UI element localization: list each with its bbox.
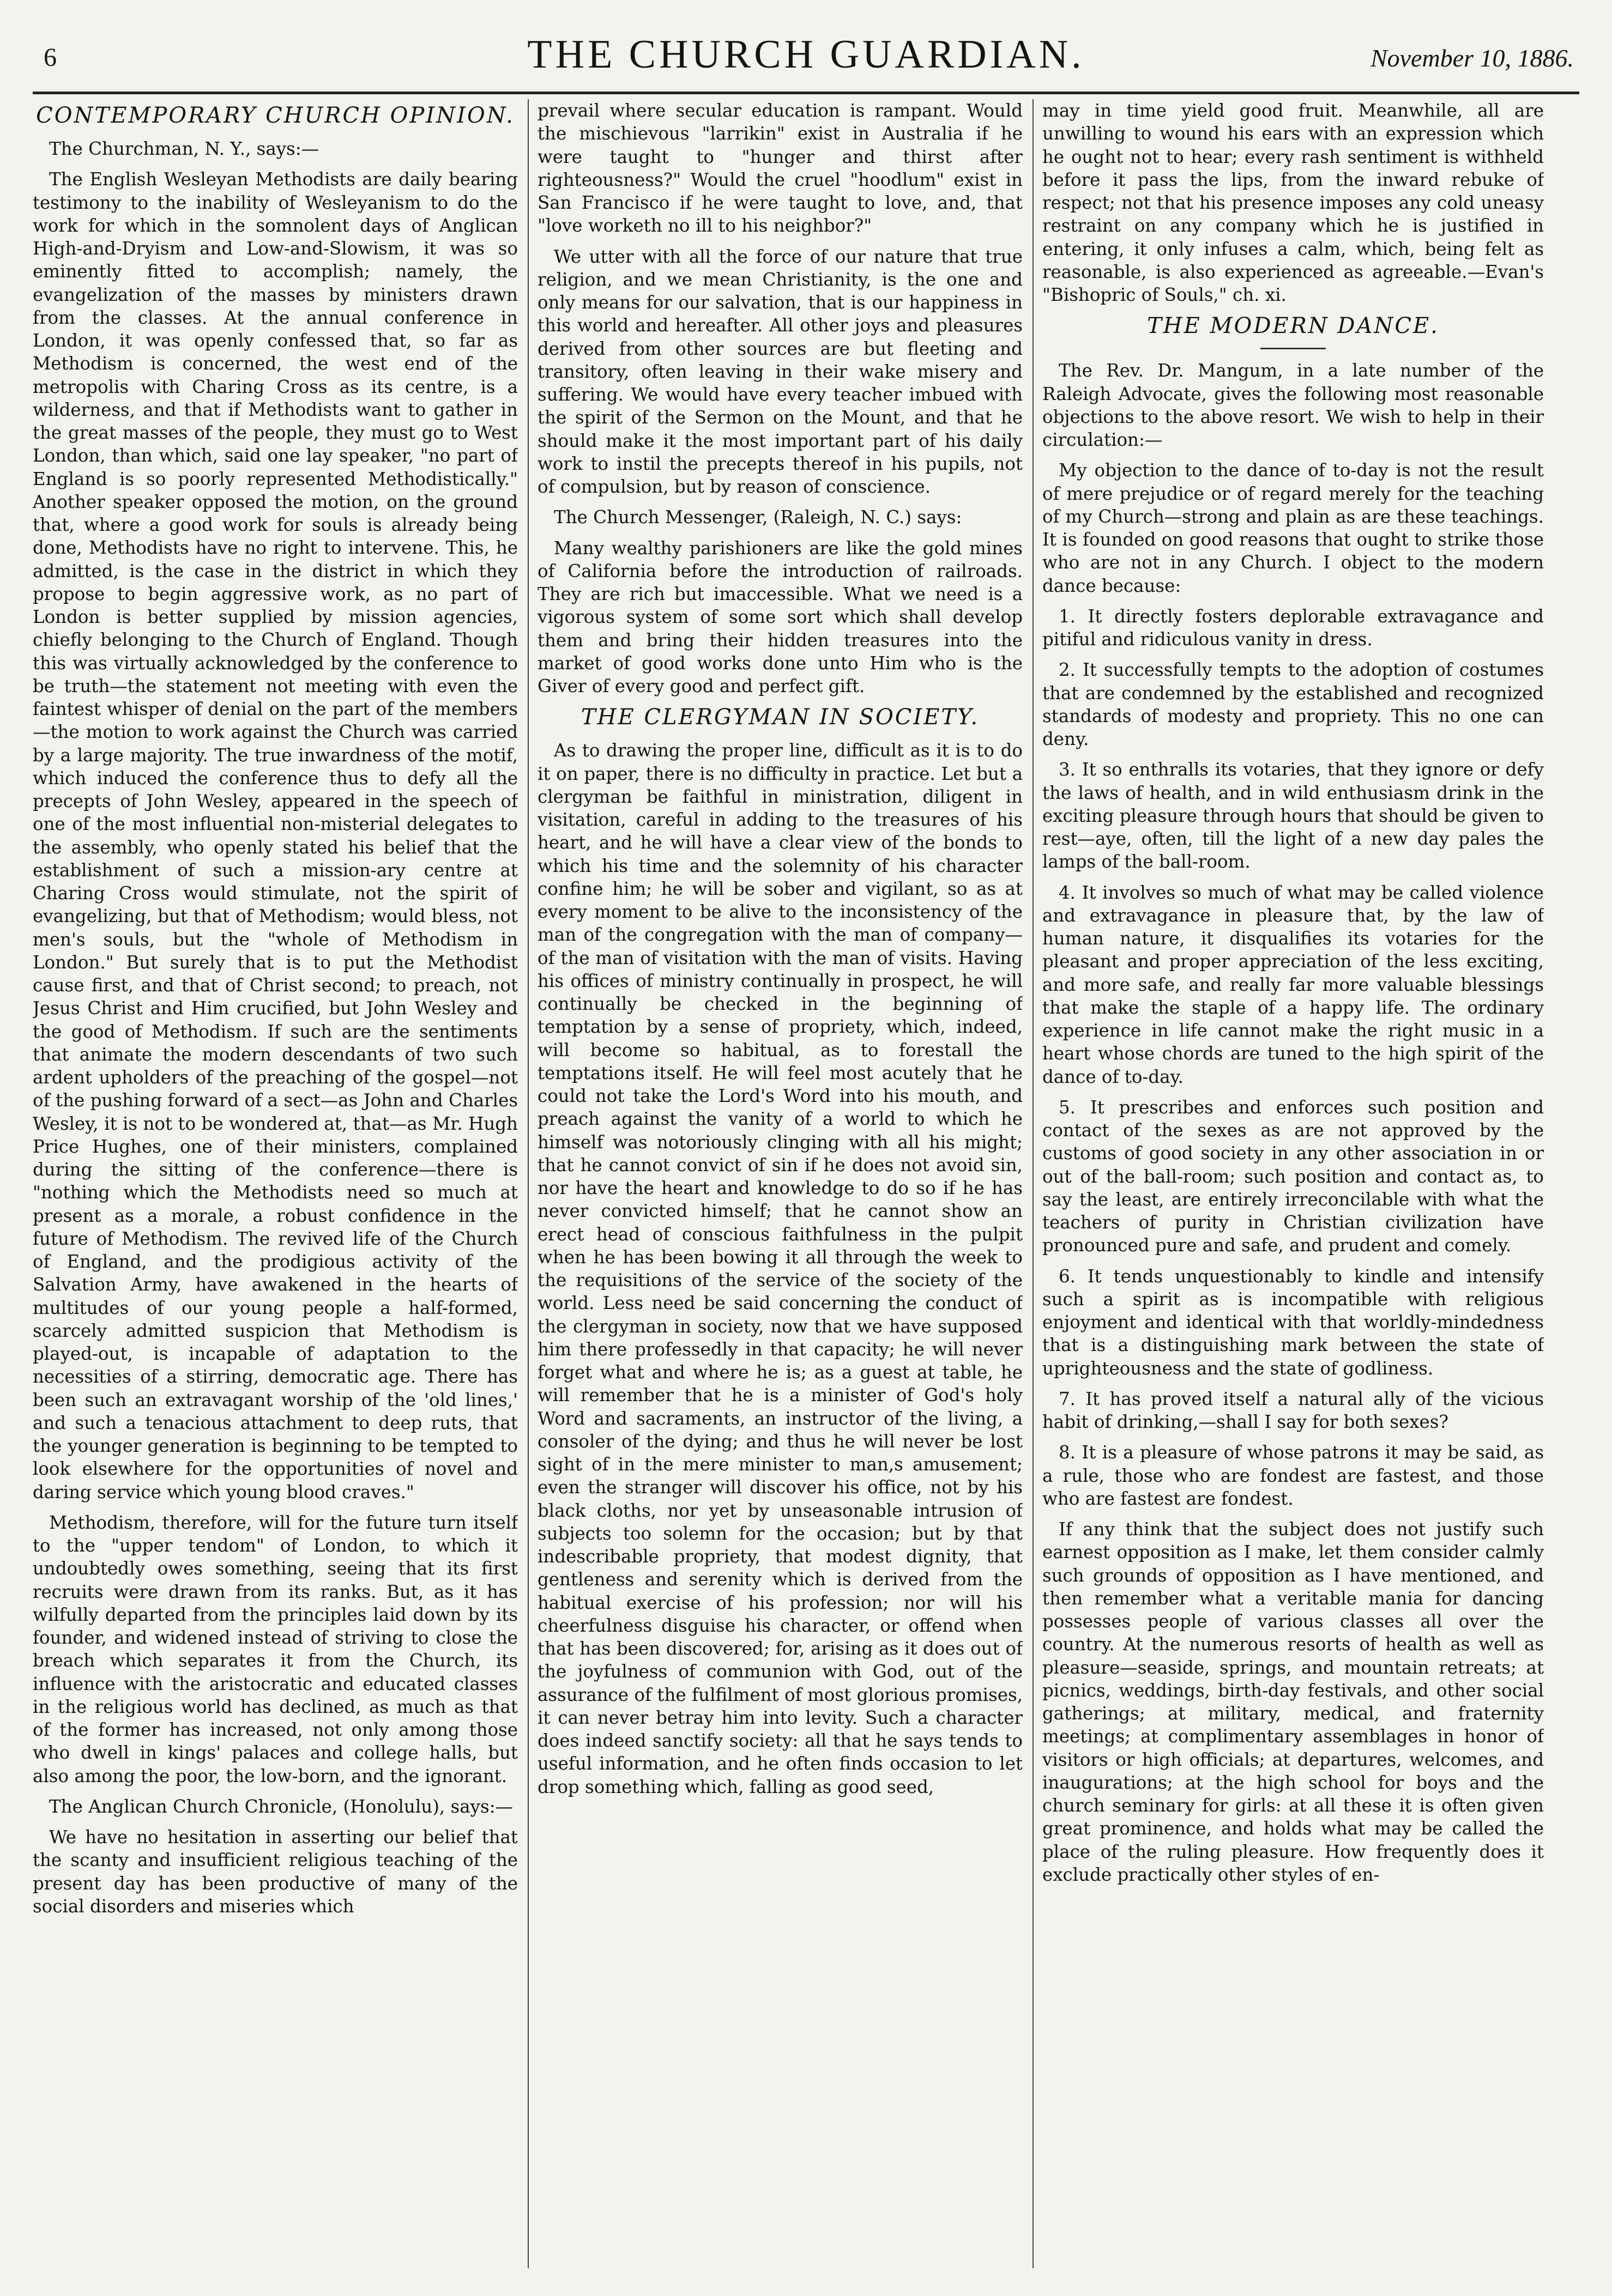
issue-date: November 10, 1886.: [1370, 44, 1574, 72]
paragraph: We utter with all the force of our nature that true religion, and we mean Christianity, is the one and only means for our salvation, that is our happiness in this world and hereafter. All other joys and pleasures derived from other sources are but fleeting and transitory, often leaving in their wake misery and suffering. We would have every teacher imbued with the spirit of the Sermon on the Mount, and that he should make it the most important part of his daily work to instil the precepts thereof in his pupils, not of compulsion, but by reason of conscience.: [538, 246, 1023, 497]
list-item: 2. It successfully tempts to the adoption of costumes that are condemned by the established and recognized standards of modesty and propriety. This no one can deny.: [1042, 659, 1544, 749]
list-item: 7. It has proved itself a natural ally of the vicious habit of drinking,—shall I say for both sexes?: [1042, 1388, 1544, 1432]
list-item: 8. It is a pleasure of whose patrons it may be said, as a rule, those who are fondest are fastest, and those who are fastest are fondest.: [1042, 1442, 1544, 1509]
heading-clergyman-in-society: THE CLERGYMAN IN SOCIETY.: [581, 705, 980, 730]
paragraph: prevail where secular education is rampant. Would the mischievous "larrikin" exist in Australia if he were taught to "hunger and thirst after righteousness?" Would the cruel "hoodlum" exist in San Francisco if he were taught to love, and, that "love worketh no ill to his neighbor?": [538, 100, 1023, 237]
list-item: 5. It prescribes and enforces such position and contact of the sexes as are not approved by the customs of good society in any other association in or out of the ball-room; such position and contact as, to say the least, are entirely irreconcilable with what the teachers of purity in Christian civilization have pronounced pure and safe, and prudent and comely.: [1042, 1096, 1544, 1256]
paragraph: may in time yield good fruit. Meanwhile, all are unwilling to wound his ears with an expression which he ought not to hear; every rash sentiment is withheld before it pass the lips, from the inward rebuke of respect; not that his presence imposes any cold uneasy restraint on any company which he is justified in entering, it only infuses a calm, which, being felt as reasonable, is also experienced as agreeable.—Evan's "Bishopric of Souls," ch. xi.: [1042, 100, 1544, 305]
page-number: 6: [44, 43, 57, 72]
paragraph: The Rev. Dr. Mangum, in a late number of the Raleigh Advocate, gives the following most reasonable objections to the above resort. We wish to help in their circulation:—: [1042, 360, 1544, 450]
source-church-messenger: The Church Messenger, (Raleigh, N. C.) says:: [554, 507, 962, 528]
column-3: [1042, 99, 1544, 2268]
paragraph: As to drawing the proper line, difficult as it is to do it on paper, there is no difficulty in practice. Let but a clergyman be faithful in ministration, diligent in visitation, careful in adding to the treasures of his heart, and he will have a clear view of the bonds to which his time and the solemnity of his character confine him; he will be sober and vigilant, so as at every moment to be alive to the inconsistency of the man of the congregation with the man of company—of the man of visitation with the man of visits. Having his offices of ministry continually in prospect, he will continually be checked in the beginning of temptation by a sense of propriety, which, indeed, will become so habitual, as to forestall the temptations itself. He will feel most acutely that he could not take the Lord's Word into his mouth, and preach against the vanity of a world to which he himself was notoriously clinging with all his might; that he cannot convict of sin if he does not avoid sin, nor have the heart and knowledge to do so if he has never convicted himself; that he cannot show an erect head of conscious faithfulness in the pulpit when he has been bowing it all through the week to the requisitions of the service of the society of the world. Less need be said concerning the conduct of the clergyman in society, now that we have supposed him there professedly in that capacity; he will never forget what and where he is; as a guest at table, he will remember that he is a minister of God's holy Word and sacraments, an instructor of the living, a consoler of the dying; and thus he will never be lost sight of in the mere minister to man,s amusement; even the stranger will discover his office, not by his black cloths, nor yet by unseasonable intrusion of subjects too solemn for the occasion; but by that indescribable propriety, that modest dignity, that gentleness and serenity which is derived from the habitual exercise of his profession; nor will his cheerfulness disguise his character, or offend when that has been discovered; for, arising as it does out of the joyfulness of communion with God, out of the assurance of the fulfilment of most glorious promises, it can never betray him into levity. Such a character does indeed sanctify society: all that he says tends to useful information, and he often finds occasion to let drop something which, falling as good seed,: [538, 740, 1023, 1797]
paragraph: Many wealthy parishioners are like the gold mines of California before the introduction of railroads. They are rich but imaccessible. What we need is a vigorous system of some sort which shall develop them and bring their hidden treasures into the market of good works done unto Him who is the Giver of every good and perfect gift.: [538, 537, 1023, 696]
masthead: [22, 10, 1590, 92]
heading-contemporary-church-opinion: CONTEMPORARY CHURCH OPINION.: [36, 103, 515, 128]
list-item: 4. It involves so much of what may be called violence and extravagance in pleasure that, by the law of human nature, it disqualifies its votaries for the pleasant and proper appreciation of the less exciting, and more safe, and really far more valuable blessings that make the staple of a happy life. The ordinary experience in life cannot make the right music in a heart whose chords are tuned to the high spirit of the dance of to-day.: [1042, 882, 1544, 1087]
source-anglican-church-chronicle: The Anglican Church Chronicle, (Honolulu), says:—: [49, 1796, 514, 1817]
column-2: [538, 99, 1023, 2268]
newspaper-title: THE CHURCH GUARDIAN.: [527, 32, 1085, 77]
paragraph: We have no hesitation in asserting our belief that the scanty and insufficient religious teaching of the present day has been productive of many of the social disorders and miseries which: [33, 1827, 518, 1917]
heading-rule: [1260, 348, 1326, 349]
list-item: 3. It so enthralls its votaries, that they ignore or defy the laws of health, and in wild enthusiasm drink in the exciting pleasure through hours that should be given to rest—aye, often, till the light of a new day pales the lamps of the ball-room.: [1042, 759, 1544, 873]
heading-modern-dance: THE MODERN DANCE.: [1147, 313, 1439, 339]
column-divider: [528, 99, 529, 2268]
paragraph: If any think that the subject does not justify such earnest opposition as I make, let them consider calmly such grounds of opposition as I have mentioned, and then remember what a veritable mania for dancing possesses people of various classes all over the country. At the numerous resorts of health as well as pleasure—seaside, springs, and mountain retreats; at picnics, weddings, birth-day festivals, and other social gatherings; at military, medical, and fraternity meetings; at complimentary assemblages in honor of visitors or high officials; at departures, welcomes, and inaugurations; at the high school for boys and the church seminary for girls: at all these it is often given great prominence, and holds what may be called the place of the ruling pleasure. How frequently does it exclude practically other styles of en-: [1042, 1519, 1544, 1885]
column-1: [33, 99, 518, 2268]
list-item: 6. It tends unquestionably to kindle and intensify such a spirit as is incompatible with religious enjoyment and identical with that worldly-mindedness that is a distinguishing mark between the state of uprighteousness and the state of godliness.: [1042, 1265, 1544, 1379]
masthead-rule: [33, 92, 1579, 94]
paragraph: Methodism, therefore, will for the future turn itself to the "upper tendom" of London, to which it undoubtedly owes something, seeing that its first recruits were drawn from its ranks. But, as it has wilfully departed from the principles laid down by its founder, and widened instead of striving to close the breach which separates it from the Church, its influence with the aristocratic and educated classes in the religious world has declined, as much as that of the former has increased, not only among those who dwell in kings' palaces and college halls, but also among the poor, the low-born, and the ignorant.: [33, 1512, 518, 1786]
column-divider: [1033, 99, 1034, 2268]
paragraph: The English Wesleyan Methodists are daily bearing testimony to the inability of Wesleyanism to do the work for which in the somnolent days of Anglican High-and-Dryism and Low-and-Slowism, it was so eminently fitted to accomplish; namely, the evangelization of the masses by ministers drawn from the classes. At the annual conference in London, it was openly confessed that, so far as Methodism is concerned, the west end of the metropolis with Charing Cross as its centre, is a wilderness, and that if Methodists want to gather in the great masses of the people, they must go to West London, than which, said one lay speaker, "no part of England is so poorly represented Methodistically." Another speaker opposed the motion, on the ground that, where a good work for souls is already being done, Methodists have no right to intervene. This, he admitted, is the case in the district in which they propose to begin aggressive work, as no part of London is better supplied by mission agencies, chiefly belonging to the Church of England. Though this was virtually acknowledged by the conference to be truth—the statement not meeting with even the faintest whisper of denial on the part of the members—the motion to work against the Church was carried by a large majority. The true inwardness of the motif, which induced the conference thus to defy all the precepts of John Wesley, appeared in the speech of one of the most influential non-misterial delegates to the assembly, who openly stated his belief that the establishment of such a mission-ary centre at Charing Cross would stimulate, not the spirit of evangelizing, but that of Methodism; would bless, not men's souls, but the "whole of Methodism in London." But surely that is to put the Methodist cause first, and that of Christ second; to preach, not Jesus Christ and Him crucified, but John Wesley and the good of Methodism. If such are the sentiments that animate the modern descendants of two such ardent upholders of the preaching of the gospel—not of the pushing forward of a sect—as John and Charles Wesley, it is not to be wondered at, that—as Mr. Hugh Price Hughes, one of their ministers, complained during the sitting of the conference—there is "nothing which the Methodists need so much at present as a morale, a robust confidence in the future of Methodism. The revived life of the Church of England, and the prodigious activity of the Salvation Army, have awakened in the hearts of multitudes of our young people a half-formed, scarcely admitted suspicion that Methodism is played-out, is incapable of adaptation to the necessities of a stirring, democratic age. There has been such an extravagant worship of the 'old lines,' and such a tenacious attachment to deep ruts, that the younger generation is beginning to be tempted to look elsewhere for the opportunities of novel and daring service which young blood craves.": [33, 169, 518, 1503]
list-item: 1. It directly fosters deplorable extravagance and pitiful and ridiculous vanity in dress.: [1042, 605, 1544, 650]
source-churchman: The Churchman, N. Y., says:—: [49, 138, 319, 159]
columns: [33, 99, 1581, 2268]
paragraph: My objection to the dance of to-day is not the result of mere prejudice or of regard merely for the teaching of my Church—strong and plain as are these teachings. It is founded on good reasons that ought to strike those who are not in any Church. I object to the modern dance because:: [1042, 460, 1544, 596]
